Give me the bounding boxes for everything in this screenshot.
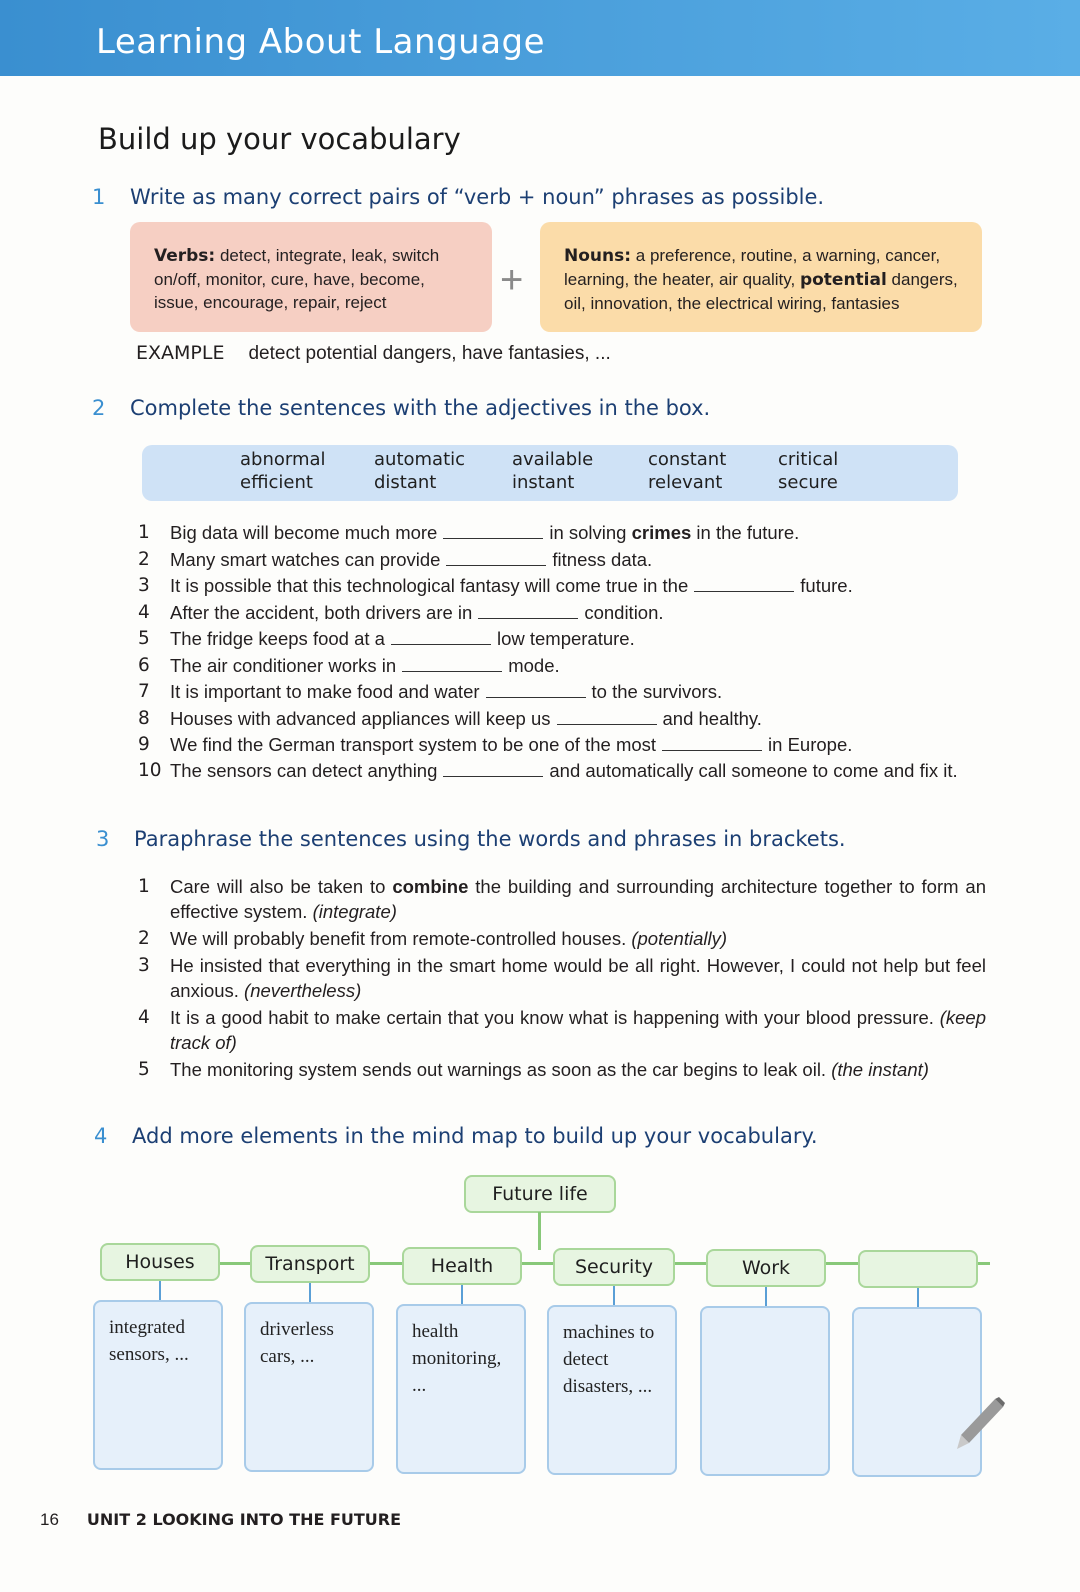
branch-work: Work xyxy=(706,1249,826,1287)
mind-map-card[interactable]: integrated sensors, ... xyxy=(93,1300,223,1470)
bold-word: combine xyxy=(392,876,469,897)
list-item xyxy=(138,626,990,653)
item-number: 2 xyxy=(138,548,150,570)
sentence-text: The monitoring system sends out warnings as soon as the car begins to leak oil. xyxy=(170,1059,827,1080)
sentence-text: the building and surrounding architecture together to form an effective system. xyxy=(170,876,986,922)
adjective-word: distant xyxy=(374,472,437,493)
item-number: 8 xyxy=(138,707,150,729)
list-item xyxy=(138,573,990,600)
item-number: 6 xyxy=(138,654,150,676)
list-item xyxy=(138,1057,986,1082)
list-item xyxy=(138,706,990,733)
page-footer xyxy=(40,1510,401,1530)
connector-line xyxy=(765,1287,767,1307)
sentence-text: Big data will become much more xyxy=(170,522,438,543)
answer-blank[interactable] xyxy=(557,708,657,725)
exercise-number: 3 xyxy=(96,827,110,851)
sentence-text: in the future. xyxy=(696,522,800,543)
sentence-text: condition. xyxy=(584,601,664,623)
sentence-text: After the accident, both drivers are in xyxy=(170,601,473,623)
connector-line xyxy=(538,1212,541,1250)
sentence-text: in solving xyxy=(549,522,627,543)
bracket-hint: (nevertheless) xyxy=(244,980,362,1001)
list-item xyxy=(138,874,986,924)
bracket-hint: (integrate) xyxy=(312,901,397,922)
list-item xyxy=(138,547,990,574)
answer-blank[interactable] xyxy=(443,522,543,539)
item-number: 5 xyxy=(138,1059,150,1080)
item-number: 10 xyxy=(138,759,162,781)
page-number: 16 xyxy=(40,1510,59,1529)
item-number: 1 xyxy=(138,522,150,543)
adjective-word: efficient xyxy=(240,472,313,493)
exercise-1-heading xyxy=(92,185,824,209)
nouns-box xyxy=(540,222,982,332)
exercise-instruction: Write as many correct pairs of “verb + noun” phrases as possible. xyxy=(130,185,825,209)
connector-line xyxy=(309,1283,311,1303)
bracket-hint: (the instant) xyxy=(831,1059,929,1080)
exercise-number: 2 xyxy=(92,396,106,420)
item-number: 9 xyxy=(138,734,150,755)
list-item xyxy=(138,679,990,706)
exercise-number: 1 xyxy=(92,185,106,209)
branch-houses: Houses xyxy=(100,1243,220,1281)
list-item xyxy=(138,759,990,783)
answer-blank[interactable] xyxy=(446,549,546,566)
adjective-word: critical xyxy=(778,449,839,470)
sentence-text: It is important to make food and water xyxy=(170,681,480,702)
adjective-word: constant xyxy=(648,449,727,470)
item-number: 5 xyxy=(138,628,150,649)
nouns-text: a preference, routine, a warning, cancer, learning, the heater, air quality, xyxy=(564,246,941,289)
mind-map-card[interactable]: driverless cars, ... xyxy=(244,1302,374,1472)
exercise-4-heading xyxy=(94,1124,818,1148)
pencil-icon xyxy=(955,1395,1007,1455)
list-item xyxy=(138,1005,986,1055)
list-item xyxy=(138,600,990,627)
sentence-text: low temperature. xyxy=(496,628,635,649)
sentence-text: The sensors can detect anything xyxy=(170,759,438,781)
sentence-text: We will probably benefit from remote-controlled houses. xyxy=(170,928,627,949)
exercise-3-sentences xyxy=(138,874,986,1084)
list-item xyxy=(138,520,990,547)
list-item xyxy=(138,953,986,1003)
adjective-word: relevant xyxy=(648,472,723,493)
sentence-text: to the survivors. xyxy=(591,681,723,702)
adjective-word: abnormal xyxy=(240,449,326,470)
answer-blank[interactable] xyxy=(443,760,543,777)
answer-blank[interactable] xyxy=(402,655,502,672)
answer-blank[interactable] xyxy=(662,734,762,751)
adjective-box xyxy=(142,445,958,501)
unit-title: UNIT 2 LOOKING INTO THE FUTURE xyxy=(86,1510,402,1529)
connector-line xyxy=(159,1281,161,1301)
list-item xyxy=(138,926,986,951)
exercise-instruction: Paraphrase the sentences using the words and phrases in brackets. xyxy=(134,827,846,851)
branch-security: Security xyxy=(553,1248,675,1286)
exercise-2-heading xyxy=(92,396,710,420)
answer-blank[interactable] xyxy=(391,628,491,645)
sentence-text: fitness data. xyxy=(552,548,653,570)
sentence-text: and healthy. xyxy=(662,707,762,729)
bracket-hint: (potentially) xyxy=(631,928,727,949)
example-line xyxy=(136,342,611,365)
mind-map-card[interactable] xyxy=(700,1306,830,1476)
sentence-text: Care will also be taken to xyxy=(170,876,386,897)
section-title: Build up your vocabulary xyxy=(98,122,461,156)
adjective-word: available xyxy=(512,449,594,470)
mind-map-card[interactable]: health monitoring, ... xyxy=(396,1304,526,1474)
example-text: detect potential dangers, have fantasies, ... xyxy=(248,343,611,364)
sentence-text: mode. xyxy=(508,654,560,676)
banner-title: Learning About Language xyxy=(96,22,546,62)
mind-map-root: Future life xyxy=(464,1175,616,1213)
answer-blank[interactable] xyxy=(486,681,586,698)
connector-line xyxy=(613,1286,615,1306)
exercise-instruction: Complete the sentences with the adjectives in the box. xyxy=(130,396,711,420)
answer-blank[interactable] xyxy=(478,602,578,619)
bracket-hint: (keep track of) xyxy=(170,1007,986,1053)
adjective-word: instant xyxy=(512,472,575,493)
sentence-text: It is a good habit to make certain that you know what is happening with your blood pressure. xyxy=(170,1007,934,1028)
branch-health: Health xyxy=(402,1247,522,1285)
connector-line xyxy=(461,1285,463,1305)
adjective-word: secure xyxy=(778,472,838,493)
verbs-box xyxy=(130,222,492,332)
item-number: 3 xyxy=(138,575,150,596)
exercise-instruction: Add more elements in the mind map to build up your vocabulary. xyxy=(132,1124,818,1148)
sentence-text: It is possible that this technological fantasy will come true in the xyxy=(170,575,689,596)
sentence-text: Many smart watches can provide xyxy=(170,548,441,570)
item-number: 1 xyxy=(138,876,150,897)
item-number: 4 xyxy=(138,601,150,623)
header-banner xyxy=(0,0,1080,76)
verbs-label: Verbs: xyxy=(154,246,216,266)
verbs-text: detect, integrate, leak, switch on/off, monitor, cure, have, become, issue, encourage, repair, reject xyxy=(154,246,440,312)
sentence-text: We find the German transport system to be one of the most xyxy=(170,734,657,755)
sentence-text: The air conditioner works in xyxy=(170,654,397,676)
sentence-text: Houses with advanced appliances will keep us xyxy=(170,707,551,729)
exercise-number: 4 xyxy=(94,1124,108,1148)
sentence-text: in Europe. xyxy=(768,734,853,755)
sentence-text: future. xyxy=(800,575,853,596)
example-label: EXAMPLE xyxy=(136,342,225,364)
exercise-2-sentences xyxy=(138,520,990,783)
list-item xyxy=(138,653,990,680)
list-item xyxy=(138,732,990,759)
exercise-3-heading xyxy=(96,827,846,851)
item-number: 4 xyxy=(138,1007,150,1028)
sentence-text: He insisted that everything in the smart home would be all right. However, I could not help but feel anxious. xyxy=(170,955,986,1001)
answer-blank[interactable] xyxy=(694,575,794,592)
plus-sign: + xyxy=(500,258,524,302)
connector-line xyxy=(917,1288,919,1308)
bold-word: crimes xyxy=(631,522,692,543)
item-number: 3 xyxy=(138,955,150,976)
nouns-bold-word: potential xyxy=(799,270,887,290)
nouns-text-rest: dangers, oil, innovation, the electrical wiring, fantasies xyxy=(564,270,958,313)
sentence-text: and automatically call someone to come and fix it. xyxy=(549,759,958,781)
branch-transport: Transport xyxy=(250,1245,370,1283)
item-number: 2 xyxy=(138,928,150,949)
sentence-text: The fridge keeps food at a xyxy=(170,628,385,649)
mind-map-card[interactable]: machines to detect disasters, ... xyxy=(547,1305,677,1475)
nouns-label: Nouns: xyxy=(564,246,632,266)
branch-blank[interactable] xyxy=(858,1250,978,1288)
adjective-word: automatic xyxy=(374,449,466,470)
item-number: 7 xyxy=(138,681,150,702)
